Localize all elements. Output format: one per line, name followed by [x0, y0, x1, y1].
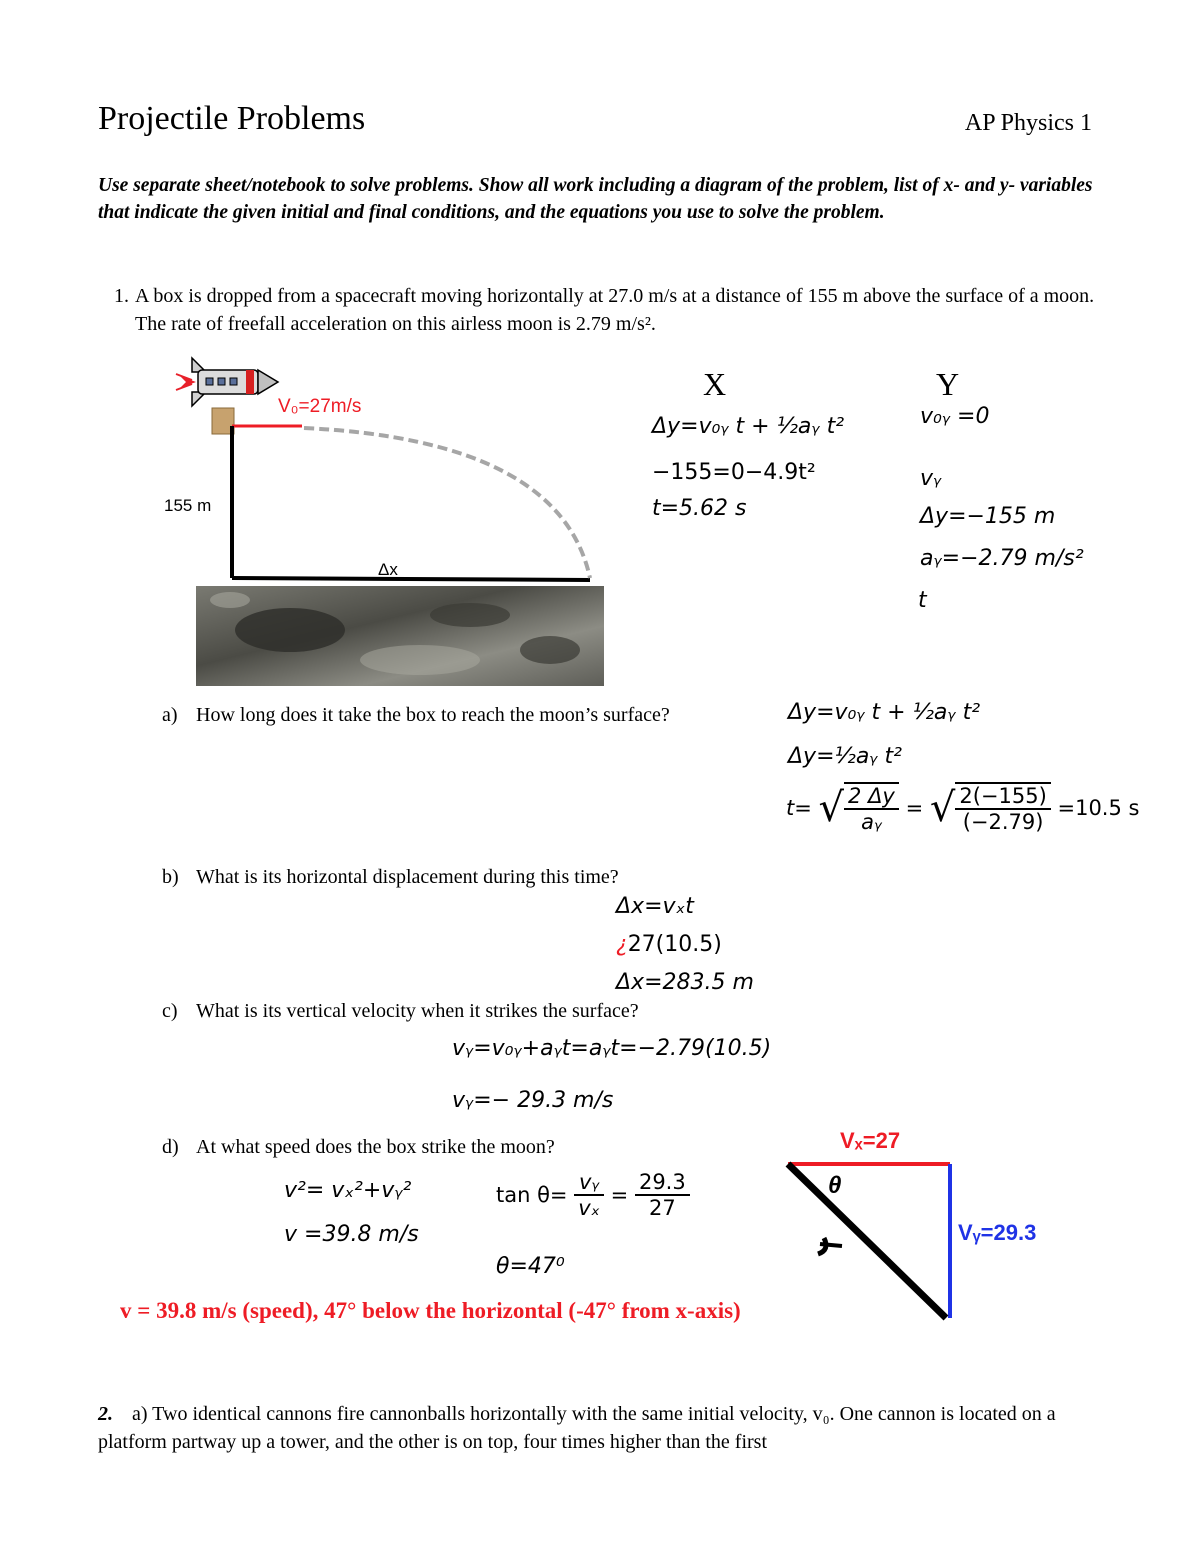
part-b-eq-3: Δx=283.5 m — [616, 970, 754, 995]
part-c-question: What is its vertical velocity when it strikes the surface? — [196, 1000, 639, 1022]
dx-label: Δx — [378, 560, 398, 579]
part-d-label: d) — [162, 1136, 179, 1158]
part-b-eq-2 — [616, 932, 722, 957]
y-heading: Y — [936, 366, 960, 402]
part-d-frac-1 — [574, 1170, 604, 1220]
part-a-question: How long does it take the box to reach the moon’s surface? — [196, 704, 670, 726]
resultant-line — [788, 1164, 946, 1318]
part-d-question: At what speed does the box strike the moon? — [196, 1136, 555, 1158]
part-c-eq-1: vᵧ=v₀ᵧ+aᵧt=aᵧt=−2.79(10.5) — [452, 1036, 772, 1061]
x-eq-3: t=5.62 s — [652, 496, 747, 521]
part-a-t: t= — [786, 796, 812, 820]
part-d-frac-2-num: 29.3 — [635, 1170, 690, 1196]
problem-1-number: 1. — [114, 285, 129, 307]
part-a-eq-2: Δy=½aᵧ t² — [788, 744, 902, 769]
problem-2-text: a) Two identical cannons fire cannonballs horizontally with the same initial velocity, v₀. One cannon is located on a platform partway up a tower, and the other is on top, four times higher than the first — [98, 1403, 1056, 1453]
part-a-frac-1-num: 2 Δy — [844, 784, 899, 810]
part-a-sqrt-eq — [786, 782, 1139, 834]
part-a-frac-2-den: (−2.79) — [962, 810, 1044, 834]
velocity-triangle — [780, 1150, 960, 1330]
trajectory-path — [304, 428, 590, 578]
part-b-eq-2-value: 27(10.5) — [627, 932, 722, 957]
part-a-eq-1: Δy=v₀ᵧ t + ½aᵧ t² — [788, 700, 981, 725]
y-var-1: v₀ᵧ =0 — [920, 404, 990, 429]
part-a-frac-1 — [844, 782, 899, 834]
problem-2 — [98, 1400, 1108, 1456]
part-c-label: c) — [162, 1000, 178, 1022]
vx-label: Vₓ=27 — [840, 1128, 901, 1153]
y-var-5: t — [918, 588, 927, 613]
part-c-eq-2: vᵧ=− 29.3 m/s — [452, 1088, 614, 1113]
problem-1-answer: v = 39.8 m/s (speed), 47° below the horizontal (-47° from x-axis) — [120, 1298, 741, 1323]
part-a-result: =10.5 s — [1057, 796, 1140, 820]
part-b-question: What is its horizontal displacement during this time? — [196, 866, 619, 888]
part-d-frac-1-den: vₓ — [578, 1196, 600, 1220]
height-label: 155 m — [164, 496, 212, 515]
y-var-3: Δy=−155 m — [920, 504, 1056, 529]
x-eq-1: Δy=v₀ᵧ t + ½aᵧ t² — [652, 414, 845, 439]
part-d-frac-2 — [635, 1170, 690, 1220]
page-title: Projectile Problems — [98, 100, 366, 137]
part-a-frac-2 — [955, 782, 1050, 834]
part-d-frac-1-num: vᵧ — [574, 1170, 604, 1196]
theta-label: θ — [828, 1172, 842, 1199]
sqrt-icon-2: √ — [929, 785, 956, 831]
part-d-eq-1: v²= vₓ²+vᵧ² — [284, 1178, 412, 1203]
ground-line — [232, 578, 590, 580]
part-a-mid-eq: = — [905, 796, 924, 820]
problem-2-number: 2. — [98, 1403, 113, 1425]
part-b-eq-1: Δx=vₓt — [616, 894, 694, 919]
course-name: AP Physics 1 — [964, 110, 1092, 136]
rocket-icon — [176, 358, 278, 406]
vy-label: Vᵧ=29.3 — [958, 1220, 1037, 1245]
problem-1-text: A box is dropped from a spacecraft moving horizontally at 27.0 m/s at a distance of 155 m above the surface of a moon. The rate of freefall acceleration on this airless moon is 2.79 m/s². — [135, 285, 1095, 335]
part-a-frac-1-den: aᵧ — [861, 810, 882, 834]
part-a-frac-2-num: 2(−155) — [955, 784, 1050, 810]
part-d-tan-eq — [496, 1170, 690, 1220]
v0-label: V₀=27m/s — [278, 396, 362, 417]
instructions: Use separate sheet/notebook to solve problems. Show all work including a diagram of the problem, list of x- and y- variables that indicate the given initial and final conditions, and the equations you use to solve the problem. — [98, 175, 1093, 223]
x-heading: X — [703, 366, 727, 402]
part-d-tan-lhs: tan θ= — [496, 1183, 568, 1207]
y-var-4: aᵧ=−2.79 m/s² — [920, 546, 1084, 571]
part-d-eq-2: v =39.8 m/s — [284, 1222, 419, 1247]
part-b-eq-2-prefix: ¿ — [616, 932, 628, 957]
part-d-theta: θ=47⁰ — [496, 1254, 565, 1279]
projectile-diagram — [170, 350, 610, 690]
part-d-tan-eq-sign: = — [610, 1183, 629, 1207]
problem-1 — [114, 282, 1114, 342]
x-eq-2: −155=0−4.9t² — [652, 460, 816, 485]
part-d-frac-2-den: 27 — [648, 1196, 676, 1220]
part-b-label: b) — [162, 866, 179, 888]
part-a-label: a) — [162, 704, 178, 726]
sqrt-icon: √ — [818, 785, 845, 831]
y-var-2: vᵧ — [920, 466, 942, 491]
